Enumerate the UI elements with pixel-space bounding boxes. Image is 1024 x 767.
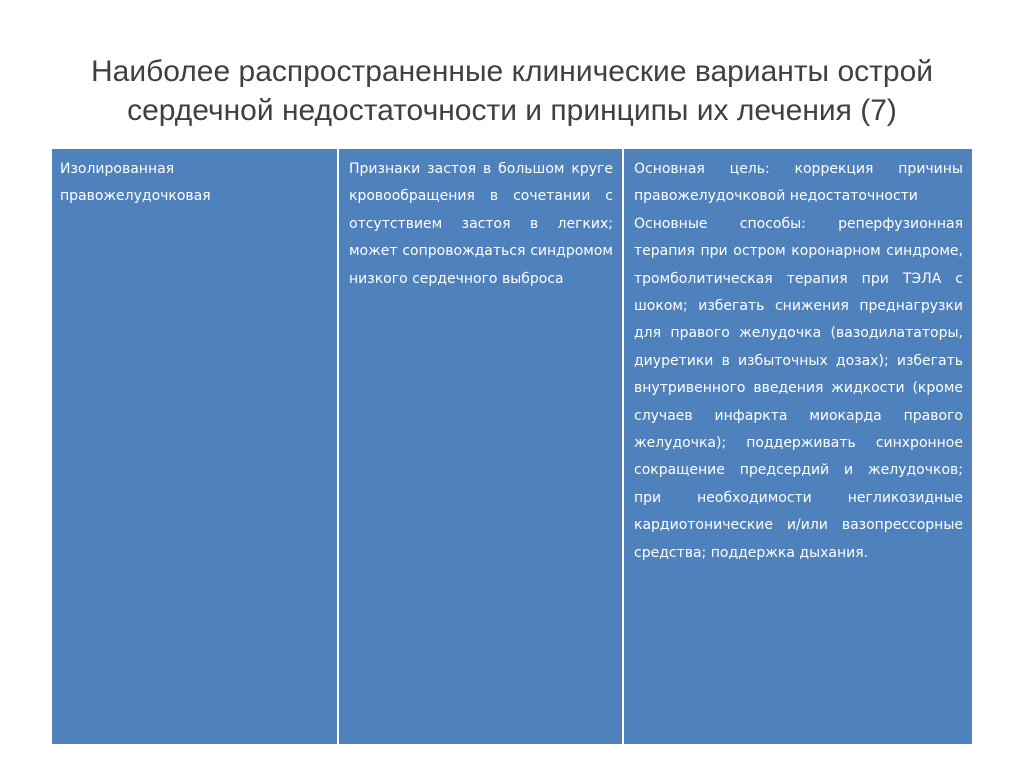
treatment-table xyxy=(51,148,973,745)
variant-cell: Изолированная правожелудочковая xyxy=(52,149,337,744)
treatment-goal: Основная цель: коррекция причины правожелудочковой недостаточности xyxy=(634,161,963,205)
signs-cell: Признаки застоя в большом круге кровообращения в сочетании с отсутствием застоя в легких; может сопровождаться синдромом низкого сердечного выброса xyxy=(337,149,622,744)
slide-title: Наиболее распространенные клинические варианты острой сердечной недостаточности и принципы их лечения (7) xyxy=(90,55,934,127)
treatment-methods: Основные способы: реперфузионная терапия при остром коронарном синдроме, тромболитическая терапия при ТЭЛА с шоком; избегать снижения преднагрузки для правого желудочка (вазодилататоры, диуретики в избыточных дозах); избегать внутривенного введения жидкости (кроме случаев инфаркта миокарда правого желудочка); поддерживать синхронное сокращение предсердий и желудочков; при необходимости негликозидные кардиотонические и/или вазопрессорные средства; поддержка дыхания. xyxy=(634,215,963,561)
treatment-cell xyxy=(622,149,972,744)
